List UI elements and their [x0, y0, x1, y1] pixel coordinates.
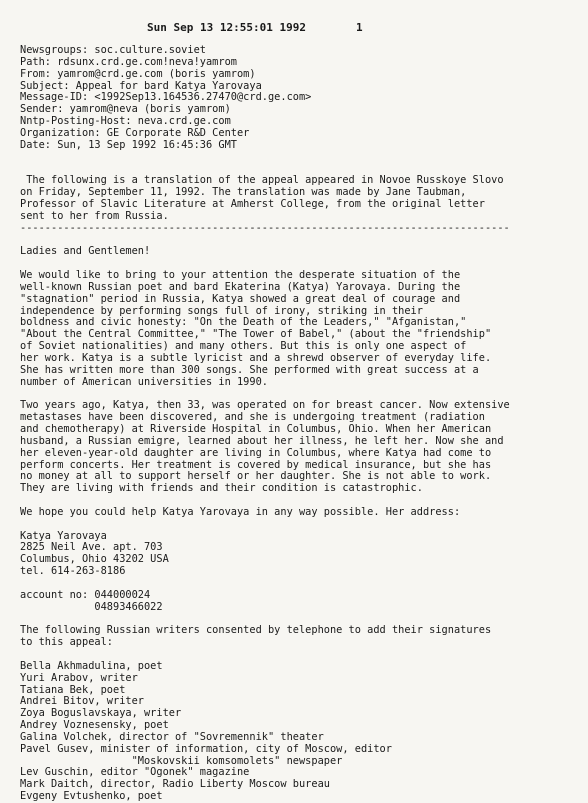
signatories-list	[20, 661, 580, 803]
salutation: Ladies and Gentlemen!	[20, 245, 151, 258]
header-line: Organization: GE Corporate R&D Center	[20, 126, 250, 139]
signatory: Evgeny Evtushenko, poet	[20, 790, 163, 803]
mailing-address	[20, 531, 580, 578]
account-line: 04893466022	[20, 600, 163, 613]
text-line: The following Russian writers consented by telephone to add their signatures	[20, 624, 492, 637]
header-line: Path: rdsunx.crd.ge.com!neva!yamrom	[20, 55, 237, 68]
text-line: metastases have been discovered, and she is undergoing treatment (radiation	[20, 411, 485, 424]
address-line: Columbus, Ohio 43202 USA	[20, 553, 169, 566]
signatory: Andrey Voznesensky, poet	[20, 719, 169, 732]
page-number: 1	[356, 21, 363, 34]
message-body	[20, 45, 580, 803]
text-line: well-known Russian poet and bard Ekaterina (Katya) Yarovaya. During the	[20, 280, 461, 293]
text-line: sent to her from Russia.	[20, 209, 169, 222]
signatories-intro	[20, 625, 580, 649]
text-line: Two years ago, Katya, then 33, was operated on for breast cancer. Now extensive	[20, 399, 510, 412]
header-line: Nntp-Posting-Host: neva.crd.ge.com	[20, 115, 231, 128]
text-line: to this appeal:	[20, 636, 113, 649]
signatory: Pavel Gusev, minister of information, city of Moscow, editor	[20, 742, 392, 755]
address-line: Katya Yarovaya	[20, 529, 107, 542]
text-line: boldness and civic honesty: "On the Death of the Leaders," "Afganistan,"	[20, 316, 467, 329]
paragraph-1	[20, 270, 580, 388]
text-line: perform concerts. Her treatment is covered by medical insurance, but she has	[20, 458, 492, 471]
paragraph-2	[20, 400, 580, 495]
text-line: independence by performing songs full of irony, striking in their	[20, 304, 423, 317]
signatory: Galina Volchek, director of "Sovremennik" theater	[20, 730, 324, 743]
text-line: "About the Central Committee," "The Tower of Babel," (about the "friendship"	[20, 328, 492, 341]
text-line: The following is a translation of the appeal appeared in Novoe Russkoye Slovo	[20, 174, 504, 187]
account-line: account no: 044000024	[20, 588, 151, 601]
signatory: Tatiana Bek, poet	[20, 683, 126, 696]
text-line: no money at all to support herself or her daughter. She is not able to work.	[20, 470, 492, 483]
text-line: She has written more than 300 songs. She performed with great success at a	[20, 363, 479, 376]
separator-line: -------------------------------------------------------------------------------	[20, 221, 510, 234]
signatory: Lev Guschin, editor "Ogonek" magazine	[20, 766, 250, 779]
intro-paragraph	[20, 175, 580, 222]
signatory: Yuri Arabov, writer	[20, 671, 138, 684]
signatory: "Moskovskii komsomolets" newspaper	[20, 754, 343, 767]
signatory: Mark Daitch, director, Radio Liberty Moscow bureau	[20, 778, 330, 791]
header-line: Subject: Appeal for bard Katya Yarovaya	[20, 79, 262, 92]
header-line: Newsgroups: soc.culture.soviet	[20, 44, 206, 56]
address-line: tel. 614-263-8186	[20, 565, 126, 578]
header-line: Date: Sun, 13 Sep 1992 16:45:36 GMT	[20, 138, 237, 151]
account-numbers	[20, 590, 580, 614]
message-headers	[20, 45, 580, 152]
signatory: Bella Akhmadulina, poet	[20, 659, 163, 672]
text-line: her work. Katya is a subtle lyricist and a shrewd observer of everyday life.	[20, 351, 492, 364]
text-line: on Friday, September 11, 1992. The translation was made by Jane Taubman,	[20, 186, 467, 199]
text-line: her eleven-year-old daughter are living in Columbus, where Katya had come to	[20, 446, 492, 459]
text-line: "stagnation" period in Russia, Katya showed a great deal of courage and	[20, 292, 461, 305]
text-line: of Soviet nationalities) and many others. But this is only one aspect of	[20, 340, 467, 353]
text-line: husband, a Russian emigre, learned about her illness, he left her. Now she and	[20, 434, 504, 447]
text-line: They are living with friends and their condition is catastrophic.	[20, 482, 423, 495]
text-line: and chemotherapy) at Riverside Hospital in Columbus, Ohio. When her American	[20, 423, 492, 435]
text-line: number of American universities in 1990.	[20, 375, 268, 388]
text-line: We would like to bring to your attention the desperate situation of the	[20, 269, 461, 282]
signatory: Andrei Bitov, writer	[20, 695, 144, 708]
header-line: Message-ID: <1992Sep13.164536.27470@crd.ge.com>	[20, 91, 312, 104]
header-line: From: yamrom@crd.ge.com (boris yamrom)	[20, 67, 256, 80]
text-line: Professor of Slavic Literature at Amherst College, from the original letter	[20, 197, 485, 210]
print-datetime: Sun Sep 13 12:55:01 1992	[147, 21, 306, 34]
address-line: 2825 Neil Ave. apt. 703	[20, 541, 163, 554]
header-line: Sender: yamrom@neva (boris yamrom)	[20, 103, 231, 116]
signatory: Zoya Boguslavskaya, writer	[20, 707, 182, 720]
paragraph-3: We hope you could help Katya Yarovaya in any way possible. Her address:	[20, 505, 461, 518]
